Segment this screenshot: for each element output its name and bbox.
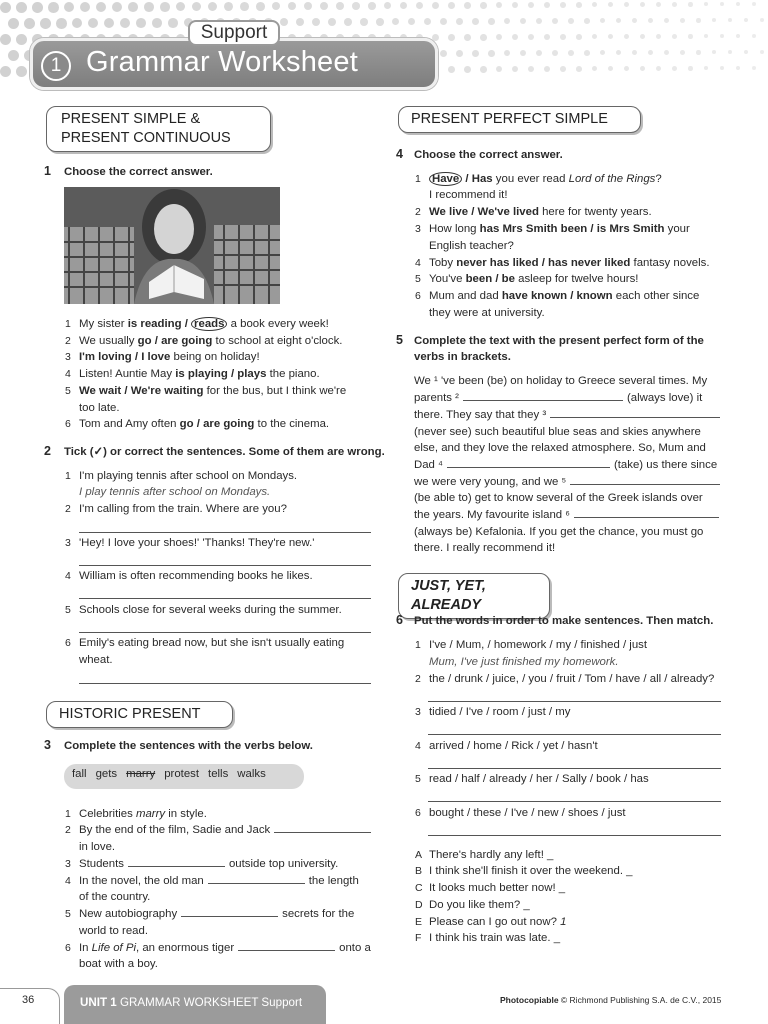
exercise-5-text-line: the years. My favourite island ⁶ (414, 507, 734, 524)
decorative-dot (608, 66, 613, 71)
decorative-dot (464, 2, 471, 9)
decorative-dot (672, 34, 677, 39)
photo-girl-reading (64, 187, 280, 304)
word-box-word: marry (126, 768, 156, 780)
decorative-dot (56, 18, 67, 29)
decorative-dot (328, 18, 336, 26)
decorative-dot (272, 2, 280, 10)
decorative-dot (608, 34, 613, 39)
decorative-dot (80, 2, 90, 12)
decorative-dot (648, 18, 653, 23)
decorative-dot (96, 2, 106, 12)
exercise-2-item: 1 I'm playing tennis after school on Mondays. (65, 470, 298, 482)
exercise-5-text-line: else, and they love the relaxed atmosphere. So, Mum and (414, 442, 706, 454)
answer-line (428, 701, 721, 702)
decorative-dot (712, 50, 716, 54)
decorative-dot (640, 34, 645, 39)
decorative-dot (624, 34, 629, 39)
exercise-4-item: 1 Have / Has you ever read Lord of the Rings? (415, 173, 662, 185)
decorative-dot (736, 2, 740, 6)
decorative-dot (656, 2, 661, 7)
answer-line (428, 768, 721, 769)
word-box-word: protest (164, 768, 200, 780)
decorative-dot (296, 18, 304, 26)
decorative-dot (552, 50, 558, 56)
word-box-word: gets (95, 768, 118, 780)
exercise-6-item: 3 tidied / I've / room / just / my (415, 706, 571, 718)
exercise-1-number: 1 (44, 164, 51, 178)
word-box-word: tells (208, 768, 229, 780)
fill-in-blank (128, 856, 225, 867)
exercise-5-number: 5 (396, 333, 403, 347)
decorative-dot (240, 2, 249, 11)
answer-line (428, 801, 721, 802)
decorative-dot (632, 18, 637, 23)
decorative-dot (664, 18, 669, 23)
decorative-dot (656, 66, 661, 71)
footer-unit-tab: UNIT 1 GRAMMAR WORKSHEET Support (64, 985, 326, 1024)
exercise-6-item: 4 arrived / home / Rick / yet / hasn't (415, 740, 598, 752)
fill-in-blank (574, 507, 719, 518)
decorative-dot (504, 50, 510, 56)
decorative-dot (520, 18, 526, 24)
decorative-dot (480, 2, 487, 9)
exercise-2-item: 3 'Hey! I love your shoes!' 'Thanks! They're new.' (65, 537, 315, 549)
decorative-dot (744, 18, 748, 22)
exercise-4-item: they were at university. (429, 307, 545, 319)
decorative-dot (144, 2, 154, 12)
decorative-dot (480, 34, 487, 41)
exercise-3-item: boat with a boy. (79, 958, 158, 970)
fill-in-blank (570, 474, 720, 485)
decorative-dot (680, 50, 685, 55)
exercise-1-item: 6 Tom and Amy often go / are going to the cinema. (65, 418, 330, 430)
decorative-dot (672, 2, 677, 7)
decorative-dot (400, 2, 407, 9)
exercise-3-item: 2 By the end of the film, Sadie and Jack (79, 822, 379, 839)
decorative-dot (744, 50, 748, 54)
exercise-3-number: 3 (44, 738, 51, 752)
decorative-dot (504, 18, 510, 24)
exercise-1-item: 5 We wait / We're waiting for the bus, but I think we're (65, 385, 347, 397)
decorative-dot (584, 50, 590, 56)
decorative-dot (440, 18, 447, 25)
decorative-dot (392, 18, 399, 25)
decorative-dot (440, 50, 447, 57)
decorative-dot (560, 2, 566, 8)
girl-reading-illustration (64, 187, 280, 304)
decorative-dot (448, 66, 455, 73)
decorative-dot (16, 34, 27, 45)
decorative-dot (472, 50, 479, 57)
decorative-dot (160, 2, 170, 12)
decorative-dot (448, 34, 455, 41)
decorative-dot (120, 18, 130, 28)
support-tag: Support (188, 20, 280, 46)
exercise-1-item: 3 I'm loving / I love being on holiday! (65, 351, 260, 363)
exercise-1-item: 1 My sister is reading / reads a book every week! (65, 318, 329, 330)
decorative-dot (704, 2, 708, 6)
decorative-dot (376, 18, 384, 26)
decorative-dot (592, 2, 597, 7)
exercise-2-item: 4 William is often recommending books he likes. (65, 570, 313, 582)
decorative-dot (496, 2, 502, 8)
decorative-dot (696, 18, 701, 23)
copyright-notice: Photocopiable © Richmond Publishing S.A. de C.V., 2015 (500, 995, 722, 1005)
decorative-dot (456, 50, 463, 57)
fill-in-blank (181, 906, 278, 917)
decorative-dot (560, 66, 566, 72)
decorative-dot (576, 66, 582, 72)
decorative-dot (752, 66, 756, 70)
exercise-5-text-line: there. They say that they ³ (414, 407, 734, 424)
exercise-4-number: 4 (396, 147, 403, 161)
exercise-2-heading: Tick (✓) or correct the sentences. Some of them are wrong. (64, 446, 385, 458)
decorative-dot (760, 50, 764, 54)
decorative-dot (168, 18, 178, 28)
exercise-6-number: 6 (396, 613, 403, 627)
decorative-dot (0, 34, 11, 45)
decorative-dot (64, 2, 74, 12)
decorative-dot (728, 50, 732, 54)
match-option: F I think his train was late. _ (415, 932, 561, 944)
decorative-dot (432, 2, 439, 9)
decorative-dot (560, 34, 566, 40)
exercise-5-text-line: we were very young, and we ⁵ (414, 474, 734, 491)
exercise-5-text-line: there. I really recommend it! (414, 542, 556, 554)
decorative-dot (408, 18, 415, 25)
decorative-dot (16, 66, 27, 77)
word-box-word: fall (72, 768, 87, 780)
decorative-dot (192, 2, 201, 11)
match-option: C It looks much better now! _ (415, 882, 566, 894)
answer-line (79, 532, 371, 533)
decorative-dot (48, 2, 59, 13)
decorative-dot (688, 66, 693, 71)
exercise-3-item: 5 New autobiography secrets for the (65, 908, 355, 920)
exercise-3-item: in love. (79, 841, 116, 853)
decorative-dot (568, 50, 574, 56)
decorative-dot (704, 66, 708, 70)
decorative-dot (544, 2, 550, 8)
section-title-just-yet-already: JUST, YET, ALREADY (398, 573, 550, 619)
exercise-5-text-line: (never see) such beautiful blue seas and skies anywhere (414, 426, 701, 438)
fill-in-blank (463, 390, 623, 401)
answer-line (428, 734, 721, 735)
decorative-dot (40, 18, 51, 29)
exercise-4-item: 4 Toby never has liked / has never liked fantasy novels. (415, 257, 710, 269)
decorative-dot (720, 66, 724, 70)
decorative-dot (640, 66, 645, 71)
decorative-dot (496, 34, 502, 40)
exercise-6-item: Mum, I've just finished my homework. (429, 656, 619, 668)
exercise-2-item: wheat. (79, 654, 113, 666)
section-title-present-perfect: PRESENT PERFECT SIMPLE (398, 106, 641, 133)
decorative-dot (568, 18, 574, 24)
match-option: D Do you like them? _ (415, 899, 530, 911)
decorative-dot (448, 2, 455, 9)
decorative-dot (384, 2, 391, 9)
decorative-dot (472, 18, 479, 25)
exercise-4-item: I recommend it! (429, 189, 508, 201)
exercise-4-heading: Choose the correct answer. (414, 149, 563, 161)
decorative-dot (576, 2, 582, 8)
exercise-4-item: 3 How long has Mrs Smith been / is Mrs Smith your (415, 223, 690, 235)
decorative-dot (344, 18, 352, 26)
exercise-3-heading: Complete the sentences with the verbs below. (64, 740, 313, 752)
decorative-dot (664, 50, 669, 55)
decorative-dot (616, 50, 621, 55)
exercise-4-item: 2 We live / We've lived here for twenty years. (415, 206, 652, 218)
word-box-word: walks (237, 768, 266, 780)
decorative-dot (752, 2, 756, 6)
exercise-2-item: 6 Emily's eating bread now, but she isn't usually eating (65, 637, 345, 649)
decorative-dot (624, 2, 629, 7)
decorative-dot (728, 18, 732, 22)
decorative-dot (760, 18, 764, 22)
exercise-2-item: 2 I'm calling from the train. Where are you? (65, 503, 287, 515)
word-box (64, 764, 304, 789)
decorative-dot (528, 2, 534, 8)
decorative-dot (304, 2, 312, 10)
decorative-dot (8, 18, 19, 29)
exercise-5-text-line: parents ² (always love) it (414, 392, 703, 404)
decorative-dot (16, 2, 27, 13)
decorative-dot (488, 50, 495, 57)
exercise-1-item: 4 Listen! Auntie May is playing / plays the piano. (65, 368, 320, 380)
unit-number-badge: 1 (41, 51, 71, 81)
answer-line (79, 565, 371, 566)
exercise-5-text-line: We ¹ 've been (be) on holiday to Greece several times. My (414, 375, 708, 387)
decorative-dot (424, 18, 431, 25)
decorative-dot (208, 2, 217, 11)
decorative-dot (720, 34, 724, 38)
decorative-dot (736, 34, 740, 38)
decorative-dot (704, 34, 708, 38)
decorative-dot (512, 34, 518, 40)
exercise-5-text-line: Dad ⁴ (take) us there since (414, 459, 718, 471)
exercise-5-text-line: (be able to) get to know several of the Greek islands over (414, 492, 703, 504)
exercise-3-item: world to read. (79, 925, 149, 937)
decorative-dot (496, 66, 502, 72)
exercise-6-heading: Put the words in order to make sentences. Then match. (414, 615, 714, 627)
exercise-5-text-line: (always be) Kefalonia. If you get the chance, you must go (414, 526, 704, 538)
exercise-6-item: 2 the / drunk / juice, / you / fruit / Tom / have / all / already? (415, 673, 715, 685)
decorative-dot (616, 18, 621, 23)
match-option: A There's hardly any left! _ (415, 849, 554, 861)
decorative-dot (8, 50, 19, 61)
exercise-3-item: 4 In the novel, the old man the length (65, 875, 359, 887)
exercise-1-heading: Choose the correct answer. (64, 166, 213, 178)
decorative-dot (536, 18, 542, 24)
decorative-dot (712, 18, 716, 22)
decorative-dot (72, 18, 82, 28)
decorative-dot (352, 2, 360, 10)
decorative-dot (752, 34, 756, 38)
match-option: E Please can I go out now? 1 (415, 916, 567, 928)
decorative-dot (360, 18, 368, 26)
decorative-dot (128, 2, 138, 12)
fill-in-blank (238, 940, 335, 951)
exercise-3-item: 6 In Life of Pi, an enormous tiger onto a (65, 942, 371, 954)
decorative-dot (592, 66, 597, 71)
decorative-dot (544, 66, 550, 72)
answer-line (79, 598, 371, 599)
decorative-dot (368, 2, 376, 10)
answer-line (79, 632, 371, 633)
decorative-dot (688, 2, 693, 7)
answer-line (79, 683, 371, 684)
decorative-dot (256, 2, 265, 11)
decorative-dot (464, 66, 471, 73)
decorative-dot (112, 2, 122, 12)
page-title: Grammar Worksheet (86, 46, 358, 78)
exercise-2-number: 2 (44, 444, 51, 458)
section-title-historic-present: HISTORIC PRESENT (46, 701, 233, 728)
exercise-3-item: of the country. (79, 891, 151, 903)
decorative-dot (136, 18, 146, 28)
exercise-3-item: 1 Celebrities marry in style. (65, 808, 207, 820)
answer-line (428, 835, 721, 836)
decorative-dot (672, 66, 677, 71)
decorative-dot (512, 66, 518, 72)
decorative-dot (0, 2, 11, 13)
decorative-dot (456, 18, 463, 25)
decorative-dot (432, 34, 439, 41)
decorative-dot (720, 2, 724, 6)
section-title-present-simple: PRESENT SIMPLE & PRESENT CONTINUOUS (46, 106, 271, 152)
decorative-dot (520, 50, 526, 56)
decorative-dot (624, 66, 629, 71)
exercise-4-item: 6 Mum and dad have known / known each other since (415, 290, 700, 302)
exercise-4-item: 5 You've been / be asleep for twelve hours! (415, 273, 639, 285)
decorative-dot (32, 2, 43, 13)
decorative-dot (640, 2, 645, 7)
decorative-dot (280, 18, 288, 26)
decorative-dot (592, 34, 597, 39)
decorative-dot (696, 50, 701, 55)
exercise-3-item: 3 Students outside top university. (65, 858, 339, 870)
fill-in-blank (208, 873, 305, 884)
decorative-dot (656, 34, 661, 39)
fill-in-blank (550, 407, 720, 418)
exercise-6-item: 1 I've / Mum, / homework / my / finished / just (415, 639, 648, 651)
page-number: 36 (22, 994, 35, 1006)
decorative-dot (288, 2, 296, 10)
decorative-dot (152, 18, 162, 28)
exercise-2-item: 5 Schools close for several weeks during the summer. (65, 604, 342, 616)
exercise-5-heading: Complete the text with the present perfect form of the verbs in brackets. (414, 335, 704, 363)
decorative-dot (632, 50, 637, 55)
decorative-dot (528, 66, 534, 72)
decorative-dot (600, 50, 605, 55)
decorative-dot (224, 2, 233, 11)
decorative-dot (576, 34, 582, 40)
decorative-dot (608, 2, 613, 7)
decorative-dot (464, 34, 471, 41)
exercise-1-item: 2 We usually go / are going to school at eight o'clock. (65, 335, 343, 347)
decorative-dot (600, 18, 605, 23)
exercise-2-item: I play tennis after school on Mondays. (79, 486, 271, 498)
exercise-1-item: too late. (79, 402, 120, 414)
decorative-dot (528, 34, 534, 40)
decorative-dot (104, 18, 114, 28)
fill-in-blank (447, 457, 610, 468)
decorative-dot (488, 18, 495, 25)
decorative-dot (336, 2, 344, 10)
exercise-6-item: 5 read / half / already / her / Sally / book / has (415, 773, 649, 785)
decorative-dot (24, 18, 35, 29)
decorative-dot (88, 18, 98, 28)
decorative-dot (536, 50, 542, 56)
decorative-dot (736, 66, 740, 70)
decorative-dot (480, 66, 487, 73)
decorative-dot (584, 18, 590, 24)
decorative-dot (552, 18, 558, 24)
decorative-dot (416, 2, 423, 9)
decorative-dot (176, 2, 185, 11)
decorative-dot (320, 2, 328, 10)
match-option: B I think she'll finish it over the weekend. _ (415, 865, 633, 877)
fill-in-blank (274, 822, 371, 833)
decorative-dot (688, 34, 693, 39)
decorative-dot (648, 50, 653, 55)
exercise-6-item: 6 bought / these / I've / new / shoes / just (415, 807, 626, 819)
decorative-dot (544, 34, 550, 40)
decorative-dot (680, 18, 685, 23)
decorative-dot (0, 66, 11, 77)
decorative-dot (512, 2, 518, 8)
exercise-4-item: English teacher? (429, 240, 514, 252)
decorative-dot (312, 18, 320, 26)
